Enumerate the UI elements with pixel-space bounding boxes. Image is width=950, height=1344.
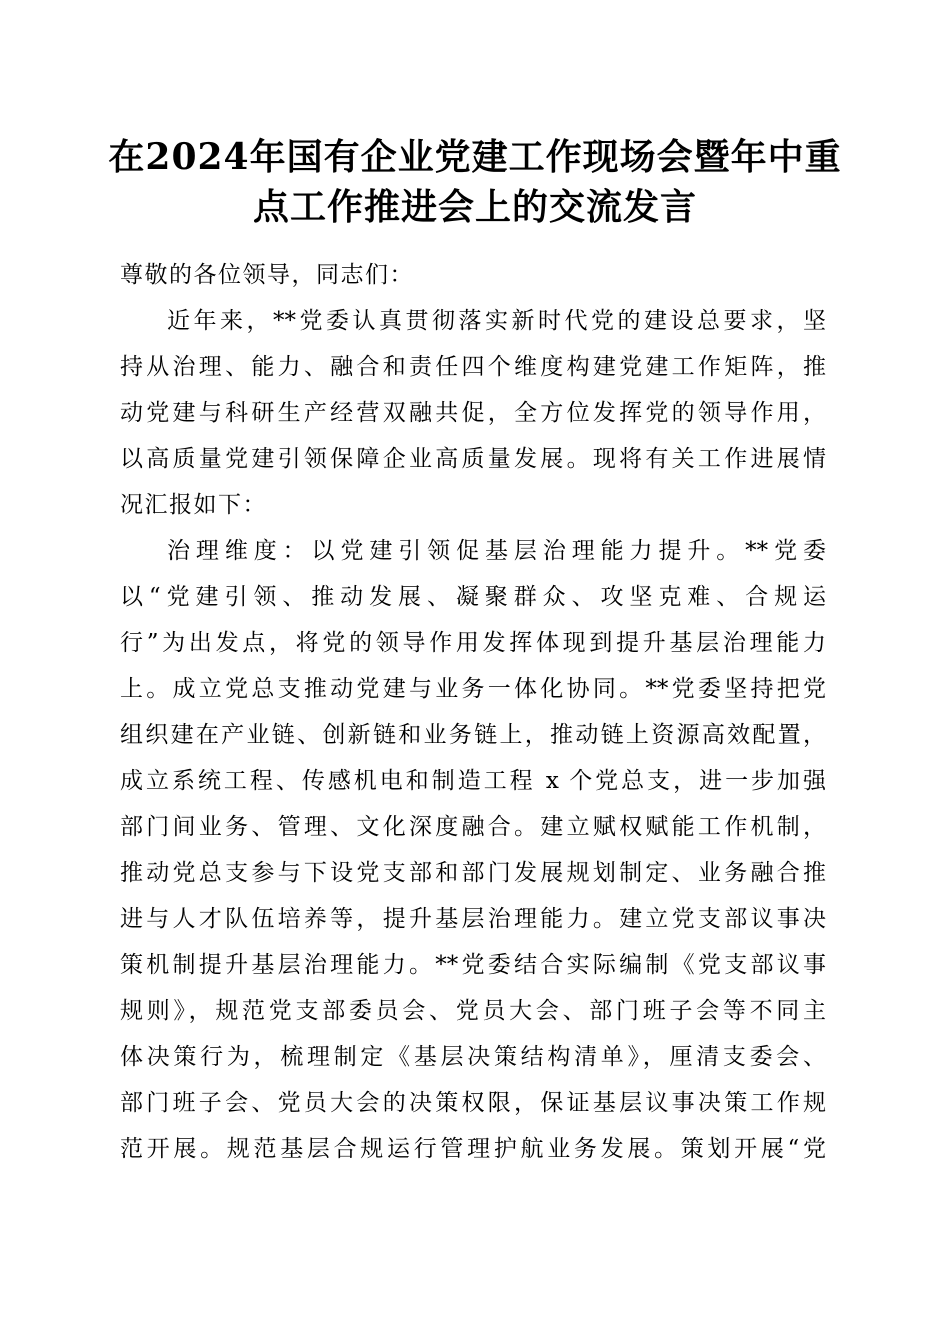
text-line: 部门班子会、党员大会的决策权限，保证基层议事决策工作规 <box>120 1090 826 1116</box>
salutation: 尊敬的各位领导，同志们： <box>120 262 414 288</box>
text-line: 策机制提升基层治理能力。**党委结合实际编制《党支部议事 <box>120 952 826 978</box>
text-line: 况汇报如下： <box>120 492 267 518</box>
title-line: 在2024年国有企业党建工作现场会暨年中重 <box>108 136 842 178</box>
document-title <box>100 132 850 232</box>
text-line: 规则》，规范党支部委员会、党员大会、部门班子会等不同主 <box>120 998 826 1024</box>
text-line: 近年来，**党委认真贯彻落实新时代党的建设总要求，坚 <box>167 308 826 334</box>
text-line: 行”为出发点，将党的领导作用发挥体现到提升基层治理能力 <box>120 630 826 656</box>
text-line: 以“党建引领、推动发展、凝聚群众、攻坚克难、合规运 <box>120 584 826 610</box>
text-line: 治理维度：以党建引领促基层治理能力提升。**党委 <box>167 538 826 564</box>
text-line: 上。成立党总支推动党建与业务一体化协同。**党委坚持把党 <box>120 676 826 702</box>
text-line: 组织建在产业链、创新链和业务链上，推动链上资源高效配置， <box>120 722 826 748</box>
paragraph-intro <box>120 298 826 528</box>
document-body <box>120 252 826 1172</box>
text-line: 成立系统工程、传感机电和制造工程 x 个党总支，进一步加强 <box>120 768 826 794</box>
text-line: 以高质量党建引领保障企业高质量发展。现将有关工作进展情 <box>120 446 826 472</box>
text-line: 体决策行为，梳理制定《基层决策结构清单》，厘清支委会、 <box>120 1044 826 1070</box>
text-line: 持从治理、能力、融合和责任四个维度构建党建工作矩阵，推 <box>120 354 826 380</box>
title-line: 点工作推进会上的交流发言 <box>252 186 697 228</box>
text-line: 推动党总支参与下设党支部和部门发展规划制定、业务融合推 <box>120 860 826 886</box>
text-line: 进与人才队伍培养等，提升基层治理能力。建立党支部议事决 <box>120 906 826 932</box>
text-line: 范开展。规范基层合规运行管理护航业务发展。策划开展“党 <box>120 1136 826 1162</box>
text-line: 部门间业务、管理、文化深度融合。建立赋权赋能工作机制， <box>120 814 826 840</box>
text-line: 动党建与科研生产经营双融共促，全方位发挥党的领导作用， <box>120 400 826 426</box>
paragraph-governance <box>120 528 826 1172</box>
